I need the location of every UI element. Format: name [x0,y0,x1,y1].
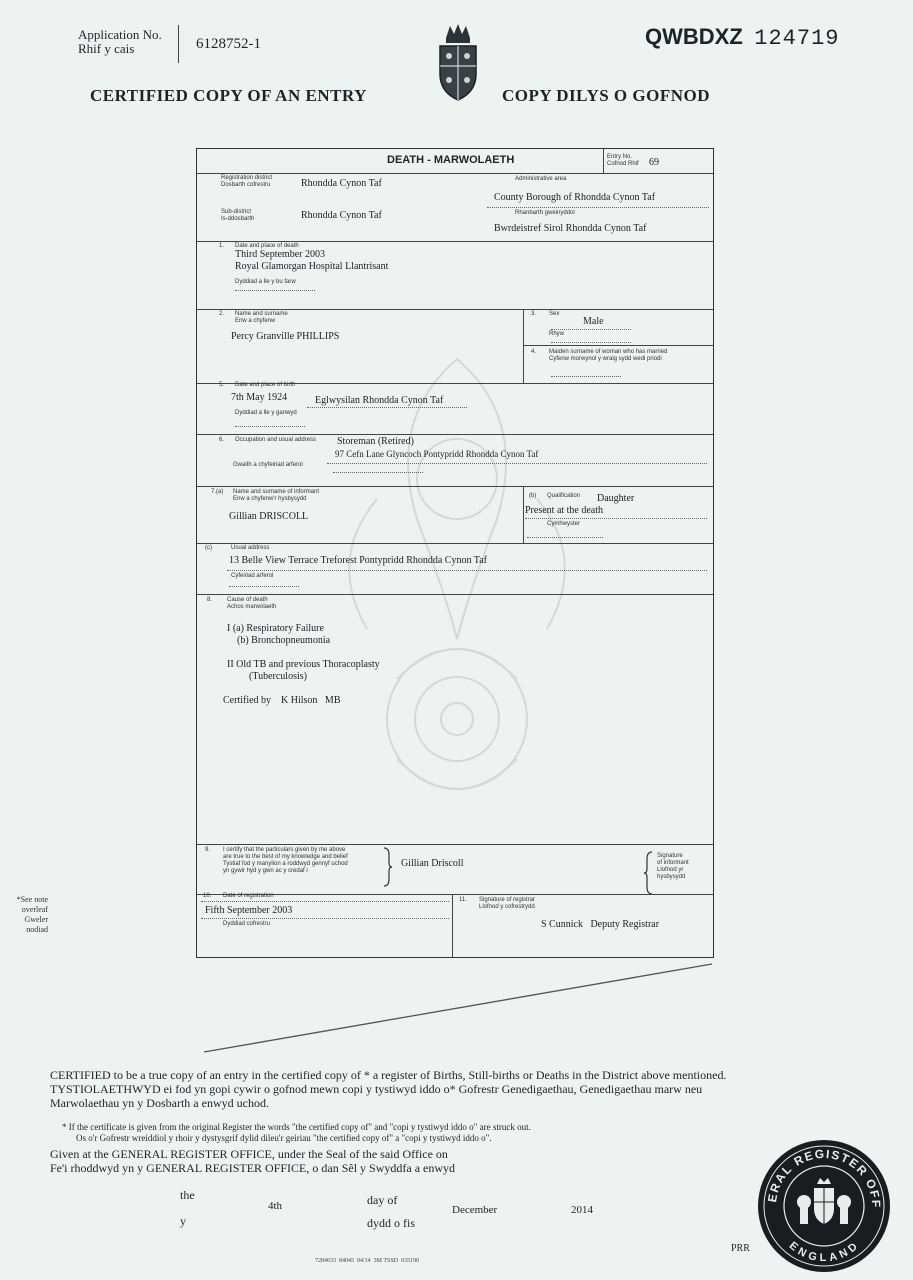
margin-note-1: *See note [16,895,48,904]
subdistrict: Rhondda Cynon Taf [301,210,382,221]
f11-num: 11. [459,897,467,903]
f1-date: Third September 2003 [235,249,325,260]
application-label-cy: Rhif y cais [78,41,135,56]
crest-icon [432,22,484,104]
f8-line1: I (a) Respiratory Failure [227,623,324,634]
serial-digits: 124719 [754,26,840,51]
serial-number [645,24,839,51]
f9-text2: are true to the best of my knowledge and belief [223,854,348,860]
f5-label-cy: Dyddiad a lle y ganwyd [235,410,297,416]
f9-sig-label [657,853,689,881]
f8-num: 8. [207,597,213,603]
f11-value: S Cunnick Deputy Registrar [541,919,660,930]
f5-place: Eglwysilan Rhondda Cynon Taf [315,395,444,406]
f7b-label-en: Qualification [547,493,581,499]
seal-bottom-text: ENGLAND [786,1239,862,1265]
f7c-address: 13 Belle View Terrace Treforest Pontypridd Rhondda Cynon Taf [229,555,487,566]
f9-num: 9. [205,847,211,853]
margin-note-4: nodiad [26,925,48,934]
admin-area-cy-label: Rhanbarth gweinyddol [515,210,575,216]
f2-label [235,311,288,325]
application-label [78,28,162,56]
f11-label-cy: Llofnod y cofrestrydd [479,904,535,910]
date-day: 4th [268,1200,283,1212]
f8-line3: II Old TB and previous Thoracoplasty [227,659,380,670]
seal-top-text: ERAL REGISTER OFF [765,1146,884,1209]
f9-text1: I certify that the particulars given by me above [223,847,346,853]
death-entry-form [196,148,714,958]
reg-district-label [221,175,272,189]
date-the-cy: y [180,1214,186,1228]
f2-name: Percy Granville PHILLIPS [231,331,340,342]
f9-sig-label2: of informant [657,860,689,866]
f9-certify-text [223,847,348,875]
admin-area-cy: Bwrdeistref Sirol Rhondda Cynon Taf [494,223,647,234]
f11-label-en: Signature of registrar [479,897,536,903]
certification-text [50,1068,840,1110]
f9-sig-label1: Signature [657,853,683,859]
title-en: CERTIFIED COPY OF AN ENTRY [90,86,367,105]
f5-num: 5. [219,382,225,388]
f6-address: 97 Cefn Lane Glyncoch Pontypridd Rhondda Cynon Taf [335,449,539,459]
f4-label-cy: Cyfenw morwynol y wraig sydd wedi priodi [549,356,662,362]
f1-place: Royal Glamorgan Hospital Llantrisant [235,261,389,272]
application-number: 6128752-1 [196,36,261,52]
f7a-label [233,489,319,503]
f6-num: 6. [219,437,225,443]
f8-line4: (Tuberculosis) [249,671,307,682]
given-en: Given at the GENERAL REGISTER OFFICE, under the Seal of the said Office on [50,1147,448,1161]
subdistrict-label-cy: Is-ddosbarth [221,216,255,222]
print-code: 7284633 84045 04/14 3M TSSD 035190 [315,1258,420,1264]
application-label-en: Application No. [78,27,162,42]
date-year: 2014 [571,1204,593,1216]
f2-label-cy: Enw a chyfenw [235,318,276,324]
f7a-label-en: Name and surname of informant [233,489,320,495]
reg-district: Rhondda Cynon Taf [301,178,382,189]
f4-label [549,349,667,363]
brace-left-icon [643,851,653,895]
date-the-en: the [180,1188,195,1202]
f9-signature: Gillian Driscoll [401,858,464,869]
f7b-value1: Daughter [597,493,635,504]
note-cy: Os o'r Gofrestr wreiddiol y rhoir y dystysgrif dylid dileu'r geiriau "the certified copy of" a "copi y tystiwyd iddo o". [76,1133,492,1143]
f10-label-en: Date of registration [223,893,274,899]
f7a-num: 7.(a) [211,489,224,495]
prr-code: PRR [731,1243,750,1254]
f8-certified: Certified by K Hilson MB [223,695,341,706]
title-cy: COPY DILYS O GOFNOD [502,86,711,105]
f9-text3: Tystiaf fod y manylion a roddwyd gennyf uchod [223,861,348,867]
f9-text4: yn gywir hyd y gwn ac y credaf i [223,868,308,874]
f4-num: 4. [531,349,537,355]
brace-right-icon [383,847,393,887]
f10-date: Fifth September 2003 [205,905,293,916]
f9-sig-label3: Llofnod yr [657,867,684,873]
margin-note [8,895,48,935]
f7a-label-cy: Enw a chyfenw'r hysbysydd [233,496,307,502]
f3-value: Male [583,316,604,327]
date-dayof-en: day of [367,1193,398,1207]
f7b-label-cy: Cymhwyster [547,521,581,527]
margin-note-2: overleaf [21,905,48,914]
f6-label-en: Occupation and usual address [235,437,317,443]
f1-label-en: Date and place of death [235,243,299,249]
entry-title: DEATH - MARWOLAETH [387,154,515,166]
f6-occupation: Storeman (Retired) [337,436,414,447]
f7c-label-en: Usual address [231,545,270,551]
entry-no-label-cy: Cofnod Rhif [607,161,639,167]
f5-date: 7th May 1924 [231,392,288,403]
f7b-num: (b) [529,493,537,499]
f3-num: 3. [531,311,537,317]
f8-label [227,597,276,611]
f7a-name: Gillian DRISCOLL [229,511,309,522]
f9-sig-label4: hysbysydd [657,874,686,880]
f8-line2: (b) Bronchopneumonia [237,635,331,646]
f3-label-en: Sex [549,311,560,317]
f7c-label-cy: Cyfeiriad arferol [231,573,274,579]
f8-label-cy: Achos marwolaeth [227,604,277,610]
f1-label-cy: Dyddiad a lle y bu farw [235,279,296,285]
date-dayof-cy: dydd o fis [367,1216,415,1230]
date-month: December [452,1204,498,1216]
f2-num: 2. [219,311,225,317]
subdistrict-label [221,209,254,223]
f7b-value2: Present at the death [525,505,604,516]
f8-label-en: Cause of death [227,597,268,603]
certified-en-1: CERTIFIED to be a true copy of an entry in the certified copy of * a register of Births, Still-births or Deaths in the District above mentioned. [50,1068,727,1082]
margin-note-3: Gweler [24,915,48,924]
gro-seal [756,1138,892,1274]
f3-label-cy: Rhyw [549,331,565,337]
f10-label-cy: Dyddiad cofrestru [223,921,271,927]
admin-area-label: Administrative area [515,176,567,182]
f10-num: 10. [203,893,212,899]
application-divider [178,25,179,63]
given-text [50,1147,455,1175]
subdistrict-label-en: Sub-district [221,209,252,215]
entry-no-label [607,154,639,168]
admin-area-en: County Borough of Rhondda Cynon Taf [494,192,656,203]
f2-label-en: Name and surname [235,311,288,317]
footnote [62,1122,531,1144]
reg-district-label-cy: Dosbarth cofrestru [221,182,271,188]
f11-label [479,897,535,911]
reg-district-label-en: Registration district [221,175,273,181]
certified-cy-1: TYSTIOLAETHWYD ei fod yn gopi cywir o gofnod mewn copi y tystiwyd iddo o* Gofrestr Genedigaethau, Genedigaethau marw neu [50,1082,703,1096]
note-en: * If the certificate is given from the original Register the words "the certified copy of" and "copi y tystiwyd iddo o" are struck out. [62,1122,531,1132]
f7c-num: (c) [205,545,212,551]
f6-label-cy: Gwaith a chyfeiriad arferol [233,462,303,468]
f1-num: 1. [219,243,225,249]
f4-label-en: Maiden surname of woman who has married [549,349,668,355]
given-cy: Fe'i rhoddwyd yn y GENERAL REGISTER OFFICE, o dan Sêl y Swyddfa a enwyd [50,1161,456,1175]
entry-no: 69 [649,157,659,168]
entry-no-label-en: Entry No. [607,154,633,160]
f5-label-en: Date and place of birth [235,382,296,388]
certified-cy-2: Marwolaethau yn y Dosbarth a enwyd uchod. [50,1096,269,1110]
serial-prefix: QWBDXZ [645,24,743,49]
